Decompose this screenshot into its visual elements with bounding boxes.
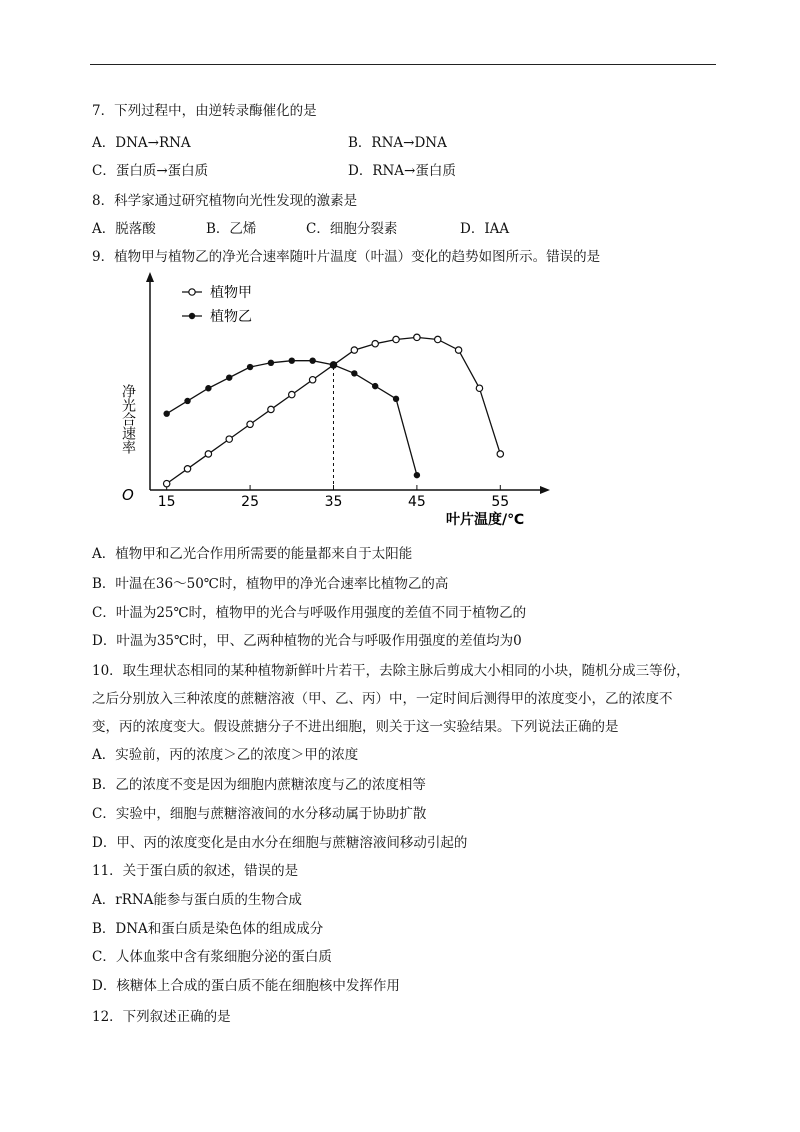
x-tick-label: 45: [407, 494, 426, 510]
q11-option-b: B．DNA和蛋白质是染色体的组成成分: [92, 921, 324, 937]
data-point: [226, 374, 232, 380]
q7-option-b: B．RNA→DNA: [348, 135, 447, 151]
q8-option-c: C．细胞分裂素: [306, 221, 398, 237]
data-point: [393, 396, 399, 402]
data-point: [184, 398, 190, 404]
x-axis-arrow: [540, 486, 550, 494]
q7-option-c: C．蛋白质→蛋白质: [92, 163, 209, 179]
q10-option-c: C．实验中，细胞与蔗糖溶液间的水分移动属于协助扩散: [92, 806, 427, 822]
data-point: [247, 364, 253, 370]
data-point: [476, 385, 482, 391]
q7-option-a: A．DNA→RNA: [92, 135, 191, 151]
q10-option-a: A．实验前，丙的浓度＞乙的浓度＞甲的浓度: [92, 747, 359, 763]
legend-label-jia: 植物甲: [210, 285, 252, 301]
q8-option-a: A．脱落酸: [92, 221, 156, 237]
data-point: [435, 336, 441, 342]
data-point: [268, 406, 274, 412]
data-point: [414, 334, 420, 340]
q9-stem: 9．植物甲与植物乙的净光合速率随叶片温度（叶温）变化的趋势如图所示。错误的是: [92, 249, 601, 265]
data-point: [205, 451, 211, 457]
data-point: [205, 385, 211, 391]
q9-option-a: A．植物甲和乙光合作用所需要的能量都来自于太阳能: [92, 546, 413, 562]
x-tick-label: 55: [491, 494, 510, 510]
q10-stem-line3: 变，丙的浓度变大。假设蔗搪分子不进出细胞，则关于这一实验结果。下列说法正确的是: [92, 719, 619, 735]
legend-marker-jia: [189, 289, 195, 295]
q11-option-d: D．核糖体上合成的蛋白质不能在细胞核中发挥作用: [92, 978, 400, 994]
q8-stem: 8．科学家通过研究植物向光性发现的激素是: [92, 193, 358, 209]
origin-label: O: [122, 486, 134, 504]
q9-option-d: D．叶温为35℃时，甲、乙两种植物的光合与呼吸作用强度的差值均为0: [92, 633, 522, 649]
q7-stem: 7．下列过程中，由逆转录酶催化的是: [92, 103, 317, 119]
q10-stem-line1: 10．取生理状态相同的某种植物新鲜叶片若干，去除主脉后剪成大小相同的小块，随机分成三等份，: [92, 663, 690, 679]
q8-option-d: D．IAA: [460, 221, 510, 237]
q12-stem: 12．下列叙述正确的是: [92, 1009, 231, 1025]
legend: [182, 284, 252, 325]
x-axis-label: 叶片温度/℃: [446, 512, 525, 528]
data-point: [497, 451, 503, 457]
legend-marker-yi: [189, 313, 195, 319]
data-point: [309, 377, 315, 383]
y-axis-arrow: [146, 272, 154, 282]
data-point: [372, 383, 378, 389]
series-yi: [163, 357, 420, 478]
data-point: [351, 347, 357, 353]
data-point: [372, 341, 378, 347]
q11-option-c: C．人体血浆中含有浆细胞分泌的蛋白质: [92, 949, 332, 965]
q7-option-d: D．RNA→蛋白质: [348, 163, 456, 179]
q10-option-b: B．乙的浓度不变是因为细胞内蔗糖浓度与乙的浓度相等: [92, 777, 426, 793]
data-point: [268, 360, 274, 366]
data-point: [289, 357, 295, 363]
data-point: [163, 480, 169, 486]
q9-option-c: C．叶温为25℃时，植物甲的光合与呼吸作用强度的差值不同于植物乙的: [92, 605, 527, 621]
x-tick-label: 15: [157, 494, 176, 510]
data-point: [414, 472, 420, 478]
header-rule: [90, 64, 716, 65]
data-point: [289, 391, 295, 397]
series-line: [167, 361, 417, 475]
data-point: [163, 410, 169, 416]
q11-stem: 11．关于蛋白质的叙述，错误的是: [92, 863, 299, 879]
data-point: [351, 370, 357, 376]
x-tick-label: 25: [241, 494, 259, 510]
q8-option-b: B．乙烯: [206, 221, 257, 237]
q10-option-d: D．甲、丙的浓度变化是由水分在细胞与蔗糖溶液间移动引起的: [92, 835, 468, 851]
x-tick-label: 35: [324, 494, 343, 510]
data-point: [226, 436, 232, 442]
net-photosynthesis-chart: [110, 272, 580, 534]
data-point: [309, 357, 315, 363]
data-point: [184, 466, 190, 472]
legend-label-yi: 植物乙: [210, 309, 252, 325]
y-axis-label: 净光合速率: [120, 384, 136, 454]
data-point: [393, 336, 399, 342]
data-point: [455, 347, 461, 353]
q9-option-b: B．叶温在36～50℃时，植物甲的净光合速率比植物乙的高: [92, 576, 449, 592]
data-point: [247, 421, 253, 427]
data-point: [330, 362, 336, 368]
q11-option-a: A．rRNA能参与蛋白质的生物合成: [92, 892, 302, 908]
q10-stem-line2: 之后分别放入三种浓度的蔗糖溶液（甲、乙、丙）中，一定时间后测得甲的浓度变小，乙的浓度不: [92, 691, 673, 707]
